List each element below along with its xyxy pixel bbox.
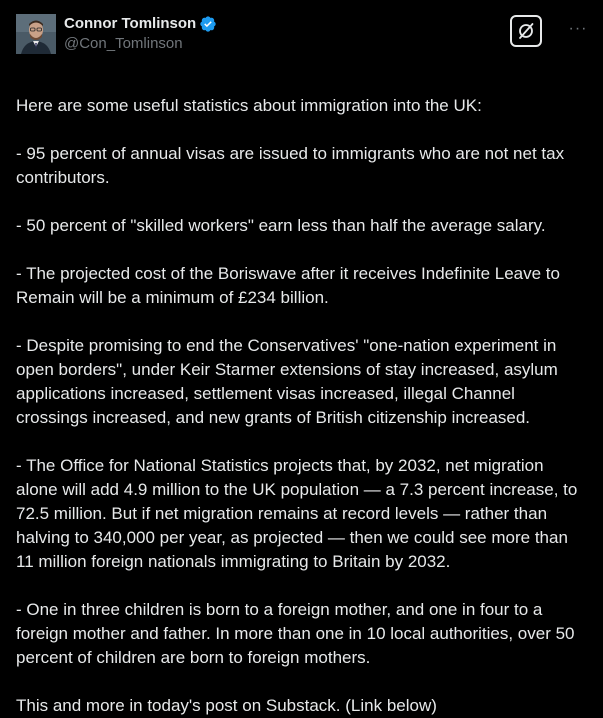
avatar[interactable] [16, 14, 56, 54]
name-row [64, 14, 217, 34]
tweet-paragraph: - 95 percent of annual visas are issued to immigrants who are not net tax contributors. [16, 144, 565, 187]
author-names [64, 14, 217, 54]
author-handle[interactable]: @Con_Tomlinson [64, 35, 183, 52]
grok-button[interactable] [510, 15, 542, 47]
tweet-paragraph: - Despite promising to end the Conservatives' "one-nation experiment in open borders", under Keir Starmer extensions of stay increased, asylum applications increased, settlement visas increased, illegal Channel crossings increased, and new grants of British citizenship increased. [16, 336, 558, 427]
more-icon: ··· [568, 20, 588, 37]
tweet-paragraph: This and more in today's post on Substack. (Link below) [16, 696, 437, 715]
tweet-paragraph: - 50 percent of "skilled workers" earn less than half the average salary. [16, 216, 546, 235]
tweet-text [16, 94, 588, 718]
avatar-photo [16, 14, 56, 54]
tweet-paragraph: - The projected cost of the Boriswave after it receives Indefinite Leave to Remain will be a minimum of £234 billion. [16, 264, 560, 307]
more-options-button[interactable] [567, 18, 589, 40]
tweet-header [16, 13, 589, 55]
author-display-name[interactable]: Connor Tomlinson [64, 15, 197, 32]
tweet-paragraph: - The Office for National Statistics projects that, by 2032, net migration alone will add 4.9 million to the UK population — a 7.3 percent increase, to 72.5 million. But if net migration remains at record levels — rather than halving to 340,000 per year, as projected — then we could see more than 11 million foreign nationals immigrating to Britain by 2032. [16, 456, 578, 571]
tweet-paragraph: Here are some useful statistics about immigration into the UK: [16, 96, 482, 115]
tweet-paragraph: - One in three children is born to a foreign mother, and one in four to a foreign mother and father. In more than one in 10 local authorities, over 50 percent of children are born to foreign mothers. [16, 600, 575, 667]
verified-badge-icon[interactable] [199, 15, 217, 33]
grok-icon [516, 21, 536, 41]
